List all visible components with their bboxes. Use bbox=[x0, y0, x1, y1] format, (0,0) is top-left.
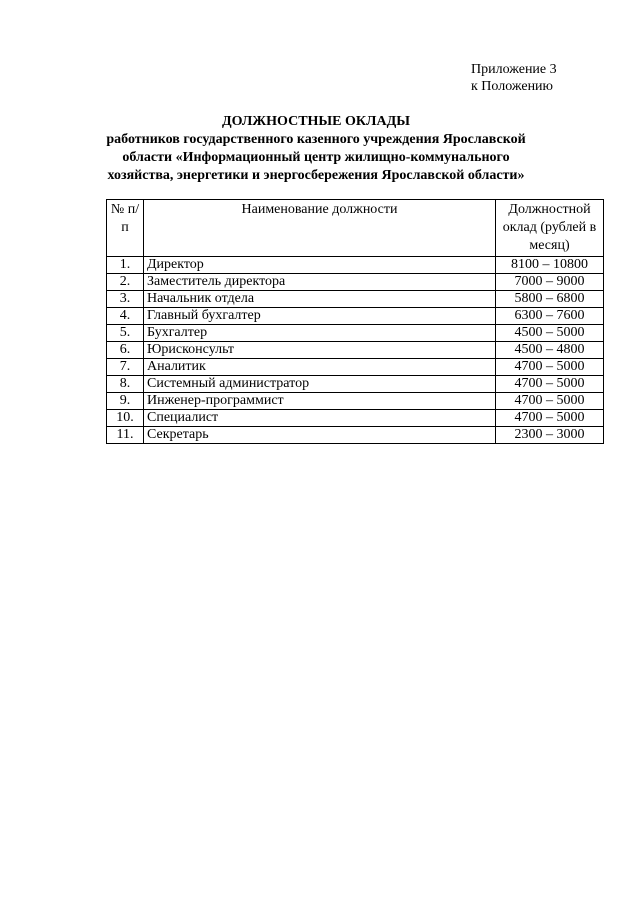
table-row bbox=[107, 308, 604, 325]
table-row bbox=[107, 257, 604, 274]
row-salary: 4700 – 5000 bbox=[496, 410, 604, 427]
row-position: Юрисконсульт bbox=[144, 342, 496, 359]
header-position: Наименование должности bbox=[144, 200, 496, 257]
header-salary: Должностной оклад (рублей в месяц) bbox=[496, 200, 604, 257]
table-row bbox=[107, 342, 604, 359]
row-position: Секретарь bbox=[144, 427, 496, 444]
table-row bbox=[107, 359, 604, 376]
annex-note bbox=[471, 61, 557, 95]
row-salary: 7000 – 9000 bbox=[496, 274, 604, 291]
salary-table bbox=[106, 199, 604, 444]
row-position: Системный администратор bbox=[144, 376, 496, 393]
row-number: 6. bbox=[107, 342, 144, 359]
table-row bbox=[107, 325, 604, 342]
row-number: 8. bbox=[107, 376, 144, 393]
table-body bbox=[107, 257, 604, 444]
header-num: № п/п bbox=[107, 200, 144, 257]
row-salary: 6300 – 7600 bbox=[496, 308, 604, 325]
row-position: Заместитель директора bbox=[144, 274, 496, 291]
row-position: Бухгалтер bbox=[144, 325, 496, 342]
row-number: 7. bbox=[107, 359, 144, 376]
annex-line-1: Приложение 3 bbox=[471, 62, 557, 77]
row-position: Директор bbox=[144, 257, 496, 274]
row-salary: 4500 – 4800 bbox=[496, 342, 604, 359]
row-salary: 8100 – 10800 bbox=[496, 257, 604, 274]
row-number: 2. bbox=[107, 274, 144, 291]
row-number: 11. bbox=[107, 427, 144, 444]
document-title: ДОЛЖНОСТНЫЕ ОКЛАДЫ bbox=[222, 114, 410, 129]
row-number: 5. bbox=[107, 325, 144, 342]
row-position: Инженер-программист bbox=[144, 393, 496, 410]
row-number: 1. bbox=[107, 257, 144, 274]
table-row bbox=[107, 376, 604, 393]
row-number: 9. bbox=[107, 393, 144, 410]
row-salary: 2300 – 3000 bbox=[496, 427, 604, 444]
document-subtitle: работников государственного казенного учреждения Ярославской области «Информационный центр жилищно-коммунального хозяйства, энергетики и энергосбережения Ярославской области» bbox=[106, 132, 526, 183]
table-row bbox=[107, 274, 604, 291]
row-number: 10. bbox=[107, 410, 144, 427]
row-salary: 4700 – 5000 bbox=[496, 376, 604, 393]
row-number: 4. bbox=[107, 308, 144, 325]
row-salary: 4500 – 5000 bbox=[496, 325, 604, 342]
row-salary: 4700 – 5000 bbox=[496, 393, 604, 410]
row-position: Главный бухгалтер bbox=[144, 308, 496, 325]
table-row bbox=[107, 393, 604, 410]
table-row bbox=[107, 410, 604, 427]
row-position: Специалист bbox=[144, 410, 496, 427]
row-position: Начальник отдела bbox=[144, 291, 496, 308]
row-position: Аналитик bbox=[144, 359, 496, 376]
table-row bbox=[107, 291, 604, 308]
annex-line-2: к Положению bbox=[471, 79, 554, 94]
table-header-row bbox=[107, 200, 604, 257]
row-salary: 5800 – 6800 bbox=[496, 291, 604, 308]
table-row bbox=[107, 427, 604, 444]
row-number: 3. bbox=[107, 291, 144, 308]
row-salary: 4700 – 5000 bbox=[496, 359, 604, 376]
